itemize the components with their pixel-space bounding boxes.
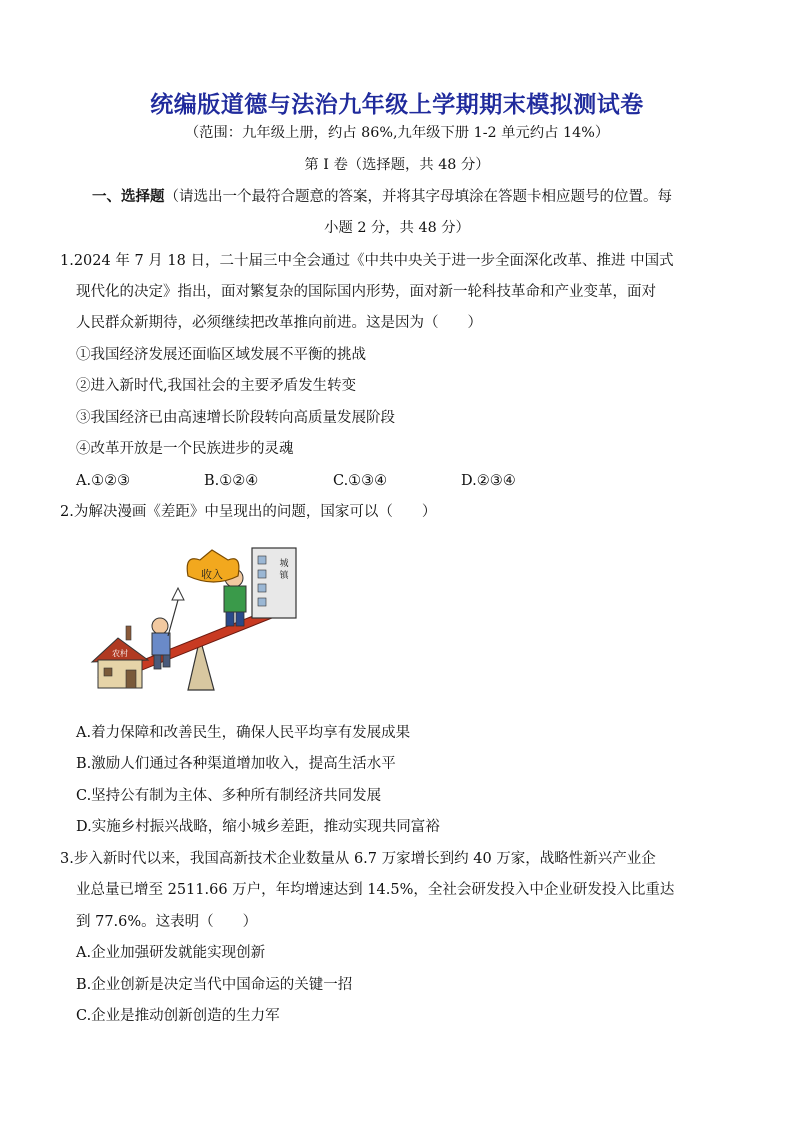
q1-statement-2: ②进入新时代,我国社会的主要矛盾发生转变	[76, 378, 357, 394]
q1-option-a: A.①②③	[76, 473, 131, 489]
q1-stem-line1: 1.2024 年 7 月 18 日，二十届三中全会通过《中共中央关于进一步全面深化改革、推进 中国式	[60, 253, 674, 269]
exam-title: 统编版道德与法治九年级上学期期末模拟测试卷	[150, 92, 644, 118]
q2-option-d: D.实施乡村振兴战略，缩小城乡差距，推动实现共同富裕	[76, 819, 440, 835]
income-label: 收入	[201, 568, 223, 581]
q1-stem-line3: 人民群众新期待，必须继续把改革推向前进。这是因为（ ）	[76, 315, 482, 331]
rural-house	[92, 626, 148, 688]
section-instruction-cont: 小题 2 分，共 48 分）	[324, 220, 470, 236]
q3-stem-line2: 业总量已增至 2511.66 万户，年均增速达到 14.5%，全社会研发投入中企业研发投入比重达	[76, 882, 675, 898]
q1-statement-1: ①我国经济发展还面临区域发展不平衡的挑战	[76, 347, 366, 363]
q1-option-d: D.②③④	[461, 473, 516, 489]
q1-option-b: B.①②④	[204, 473, 259, 489]
q3-option-b: B.企业创新是决定当代中国命运的关键一招	[76, 977, 353, 993]
q3-stem-line1: 3.步入新时代以来，我国高新技术企业数量从 6.7 万家增长到约 40 万家，战略性新兴产业企	[60, 851, 656, 867]
exam-scope: （范围：九年级上册，约占 86%,九年级下册 1-2 单元约占 14%）	[184, 125, 610, 141]
q2-option-b: B.激励人们通过各种渠道增加收入，提高生活水平	[76, 756, 396, 772]
rural-label: 农村	[112, 649, 128, 658]
gap-cartoon	[88, 540, 312, 692]
section-instruction-text: （请选出一个最符合题意的答案，并将其字母填涂在答题卡相应题号的位置。每	[164, 189, 672, 205]
volume-heading: 第 I 卷（选择题，共 48 分）	[304, 157, 490, 173]
q1-statement-3: ③我国经济已由高速增长阶段转向高质量发展阶段	[76, 410, 395, 426]
q2-option-a: A.着力保障和改善民生，确保人民平均享有发展成果	[76, 725, 411, 741]
city-building	[252, 548, 296, 618]
q1-statement-4: ④改革开放是一个民族进步的灵魂	[76, 441, 294, 457]
q3-option-c: C.企业是推动创新创造的生力军	[76, 1008, 280, 1024]
town-label-char2: 镇	[279, 571, 289, 581]
income-ingot	[187, 550, 239, 582]
q1-stem-line2: 现代化的决定》指出，面对繁复杂的国际国内形势，面对新一轮科技革命和产业变革，面对	[76, 284, 656, 300]
q2-stem: 2.为解决漫画《差距》中呈现出的问题，国家可以（ ）	[60, 504, 437, 520]
section-heading: 一、选择题	[92, 189, 165, 205]
q3-stem-line3: 到 77.6%。这表明（ ）	[76, 914, 258, 930]
town-label-char1: 城	[279, 559, 289, 569]
q2-option-c: C.坚持公有制为主体、多种所有制经济共同发展	[76, 788, 382, 804]
section-instruction	[92, 187, 672, 207]
rural-man-figure	[152, 588, 184, 669]
q1-option-c: C.①③④	[333, 473, 388, 489]
q3-option-a: A.企业加强研发就能实现创新	[76, 945, 266, 961]
